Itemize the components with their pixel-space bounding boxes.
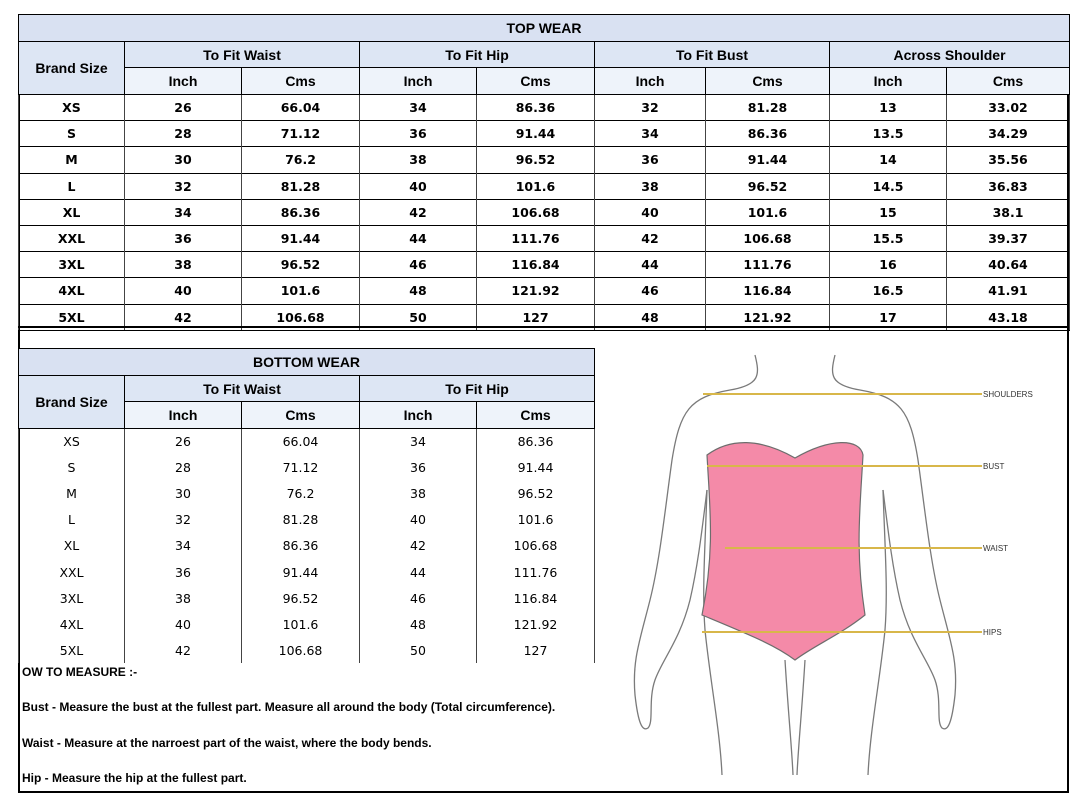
measurement-cell: 101.6: [477, 507, 595, 533]
brand-size-header: Brand Size: [19, 376, 125, 429]
measurement-cell: 15: [830, 199, 947, 225]
measurement-cell: 34: [125, 199, 242, 225]
group-header: To Fit Waist: [125, 376, 360, 402]
measurement-cell: 111.76: [477, 559, 595, 585]
measurement-cell: 26: [125, 95, 242, 121]
unit-header: Cms: [477, 68, 595, 95]
measurement-cell: 66.04: [242, 429, 360, 455]
measurement-cell: 86.36: [477, 429, 595, 455]
measurement-cell: 86.36: [242, 199, 360, 225]
measurement-cell: 86.36: [242, 533, 360, 559]
brand-size-cell: M: [19, 147, 125, 173]
measurement-cell: 32: [125, 507, 242, 533]
table-row: [19, 585, 595, 611]
measurement-cell: 40: [125, 611, 242, 637]
brand-size-cell: XL: [19, 533, 125, 559]
table-row: [19, 147, 1070, 173]
brand-size-cell: XXL: [19, 559, 125, 585]
table-row: [19, 199, 1070, 225]
measurement-cell: 106.68: [477, 533, 595, 559]
measurement-cell: 28: [125, 121, 242, 147]
table-row: [19, 455, 595, 481]
measurement-cell: 42: [125, 637, 242, 663]
unit-header: Inch: [595, 68, 706, 95]
measurement-cell: 34: [125, 533, 242, 559]
measurement-cell: 96.52: [242, 252, 360, 278]
measurement-cell: 71.12: [242, 455, 360, 481]
brand-size-cell: XXL: [19, 225, 125, 251]
measurement-cell: 96.52: [477, 481, 595, 507]
measurement-cell: 46: [595, 278, 706, 304]
table-row: [19, 225, 1070, 251]
measurement-cell: 44: [595, 252, 706, 278]
measurement-cell: 40.64: [947, 252, 1070, 278]
measurement-cell: 14: [830, 147, 947, 173]
measurement-cell: 96.52: [242, 585, 360, 611]
hips-label: HIPS: [983, 628, 1002, 637]
measurement-cell: 111.76: [477, 225, 595, 251]
table-row: [19, 611, 595, 637]
table-row: [19, 507, 595, 533]
measurement-cell: 42: [360, 199, 477, 225]
group-header: To Fit Bust: [595, 42, 830, 68]
brand-size-cell: XS: [19, 429, 125, 455]
how-to-measure-heading: OW TO MEASURE :-: [22, 665, 138, 679]
measurement-cell: 48: [360, 611, 477, 637]
measurement-cell: 81.28: [242, 173, 360, 199]
measurement-cell: 116.84: [477, 252, 595, 278]
measurement-cell: 38: [595, 173, 706, 199]
measurement-cell: 106.68: [242, 637, 360, 663]
measurement-cell: 16: [830, 252, 947, 278]
measurement-cell: 40: [360, 507, 477, 533]
unit-header: Cms: [947, 68, 1070, 95]
measurement-cell: 81.28: [242, 507, 360, 533]
measurement-cell: 111.76: [706, 252, 830, 278]
brand-size-cell: S: [19, 121, 125, 147]
measurement-cell: 36.83: [947, 173, 1070, 199]
measurement-cell: 121.92: [477, 278, 595, 304]
measurement-cell: 13.5: [830, 121, 947, 147]
measurement-cell: 121.92: [706, 304, 830, 330]
measurement-cell: 40: [125, 278, 242, 304]
measurement-cell: 17: [830, 304, 947, 330]
hip-note: Hip - Measure the hip at the fullest part.: [22, 771, 247, 785]
measurement-cell: 32: [595, 95, 706, 121]
measurement-cell: 86.36: [477, 95, 595, 121]
measurement-cell: 32: [125, 173, 242, 199]
measurement-cell: 42: [595, 225, 706, 251]
measurement-cell: 76.2: [242, 147, 360, 173]
brand-size-cell: 3XL: [19, 585, 125, 611]
unit-header: Cms: [706, 68, 830, 95]
measurement-cell: 86.36: [706, 121, 830, 147]
bust-label: BUST: [983, 462, 1005, 471]
measurement-cell: 91.44: [242, 225, 360, 251]
measurement-cell: 36: [360, 121, 477, 147]
garment-shape: [702, 443, 865, 660]
group-header: To Fit Hip: [360, 376, 595, 402]
table-row: [19, 95, 1070, 121]
unit-header: Inch: [830, 68, 947, 95]
brand-size-cell: 4XL: [19, 278, 125, 304]
measurement-cell: 96.52: [706, 173, 830, 199]
measurement-cell: 30: [125, 147, 242, 173]
measurement-cell: 46: [360, 252, 477, 278]
measurement-cell: 91.44: [706, 147, 830, 173]
measurement-cell: 71.12: [242, 121, 360, 147]
unit-header: Cms: [477, 402, 595, 429]
measurement-cell: 36: [360, 455, 477, 481]
table-row: [19, 559, 595, 585]
bottom-wear-title: BOTTOM WEAR: [19, 349, 595, 376]
measurement-cell: 106.68: [706, 225, 830, 251]
measurement-cell: 101.6: [477, 173, 595, 199]
measurement-cell: 36: [125, 225, 242, 251]
waist-label: WAIST: [983, 544, 1009, 553]
measurement-cell: 43.18: [947, 304, 1070, 330]
unit-header: Inch: [125, 402, 242, 429]
brand-size-cell: 3XL: [19, 252, 125, 278]
brand-size-cell: S: [19, 455, 125, 481]
bust-note: Bust - Measure the bust at the fullest part. Measure all around the body (Total circumference).: [22, 700, 556, 714]
measurement-cell: 38: [360, 147, 477, 173]
group-header: Across Shoulder: [830, 42, 1070, 68]
table-row: [19, 533, 595, 559]
table-row: [19, 481, 595, 507]
measurement-cell: 40: [595, 199, 706, 225]
measurement-cell: 127: [477, 304, 595, 330]
measurement-cell: 44: [360, 225, 477, 251]
measurement-cell: 36: [125, 559, 242, 585]
measurement-cell: 42: [125, 304, 242, 330]
measurement-cell: 96.52: [477, 147, 595, 173]
unit-header: Cms: [242, 402, 360, 429]
measurement-cell: 36: [595, 147, 706, 173]
brand-size-cell: L: [19, 173, 125, 199]
shoulders-label: SHOULDERS: [983, 390, 1033, 399]
bottom-wear-table: [18, 348, 595, 663]
measurement-cell: 50: [360, 304, 477, 330]
measurement-cell: 14.5: [830, 173, 947, 199]
measurement-cell: 91.44: [477, 121, 595, 147]
measurement-cell: 41.91: [947, 278, 1070, 304]
measurement-cell: 40: [360, 173, 477, 199]
measurement-cell: 28: [125, 455, 242, 481]
unit-header: Cms: [242, 68, 360, 95]
measurement-cell: 35.56: [947, 147, 1070, 173]
measurement-cell: 76.2: [242, 481, 360, 507]
brand-size-cell: L: [19, 507, 125, 533]
brand-size-cell: 5XL: [19, 304, 125, 330]
measurement-cell: 48: [595, 304, 706, 330]
table-row: [19, 252, 1070, 278]
brand-size-header: Brand Size: [19, 42, 125, 95]
measurement-cell: 26: [125, 429, 242, 455]
brand-size-cell: 4XL: [19, 611, 125, 637]
waist-note: Waist - Measure at the narroest part of the waist, where the body bends.: [22, 736, 432, 750]
measurement-cell: 116.84: [706, 278, 830, 304]
table-row: [19, 173, 1070, 199]
body-measurement-figure: [610, 350, 1050, 780]
measurement-cell: 38.1: [947, 199, 1070, 225]
brand-size-cell: XL: [19, 199, 125, 225]
measurement-cell: 91.44: [477, 455, 595, 481]
measurement-cell: 50: [360, 637, 477, 663]
table-row: [19, 429, 595, 455]
measurement-cell: 106.68: [477, 199, 595, 225]
measurement-cell: 33.02: [947, 95, 1070, 121]
measurement-cell: 116.84: [477, 585, 595, 611]
unit-header: Inch: [360, 402, 477, 429]
measurement-cell: 16.5: [830, 278, 947, 304]
unit-header: Inch: [360, 68, 477, 95]
section-divider: [18, 326, 1069, 328]
table-row: [19, 121, 1070, 147]
measurement-cell: 38: [360, 481, 477, 507]
table-row: [19, 637, 595, 663]
brand-size-cell: 5XL: [19, 637, 125, 663]
measurement-cell: 42: [360, 533, 477, 559]
measurement-cell: 101.6: [242, 278, 360, 304]
measurement-cell: 38: [125, 585, 242, 611]
measurement-cell: 127: [477, 637, 595, 663]
measurement-cell: 34: [360, 429, 477, 455]
measurement-cell: 101.6: [706, 199, 830, 225]
measurement-cell: 46: [360, 585, 477, 611]
measurement-cell: 34.29: [947, 121, 1070, 147]
measurement-cell: 15.5: [830, 225, 947, 251]
brand-size-cell: XS: [19, 95, 125, 121]
measurement-cell: 38: [125, 252, 242, 278]
measurement-cell: 48: [360, 278, 477, 304]
unit-header: Inch: [125, 68, 242, 95]
measurement-cell: 91.44: [242, 559, 360, 585]
group-header: To Fit Hip: [360, 42, 595, 68]
measurement-cell: 30: [125, 481, 242, 507]
measurement-cell: 81.28: [706, 95, 830, 121]
brand-size-cell: M: [19, 481, 125, 507]
top-wear-title: TOP WEAR: [19, 15, 1070, 42]
measurement-cell: 66.04: [242, 95, 360, 121]
measurement-cell: 34: [360, 95, 477, 121]
table-row: [19, 278, 1070, 304]
measurement-cell: 34: [595, 121, 706, 147]
group-header: To Fit Waist: [125, 42, 360, 68]
measurement-cell: 13: [830, 95, 947, 121]
measurement-cell: 121.92: [477, 611, 595, 637]
top-wear-table: [18, 14, 1070, 331]
measurement-cell: 39.37: [947, 225, 1070, 251]
measurement-cell: 101.6: [242, 611, 360, 637]
measurement-cell: 44: [360, 559, 477, 585]
measurement-cell: 106.68: [242, 304, 360, 330]
